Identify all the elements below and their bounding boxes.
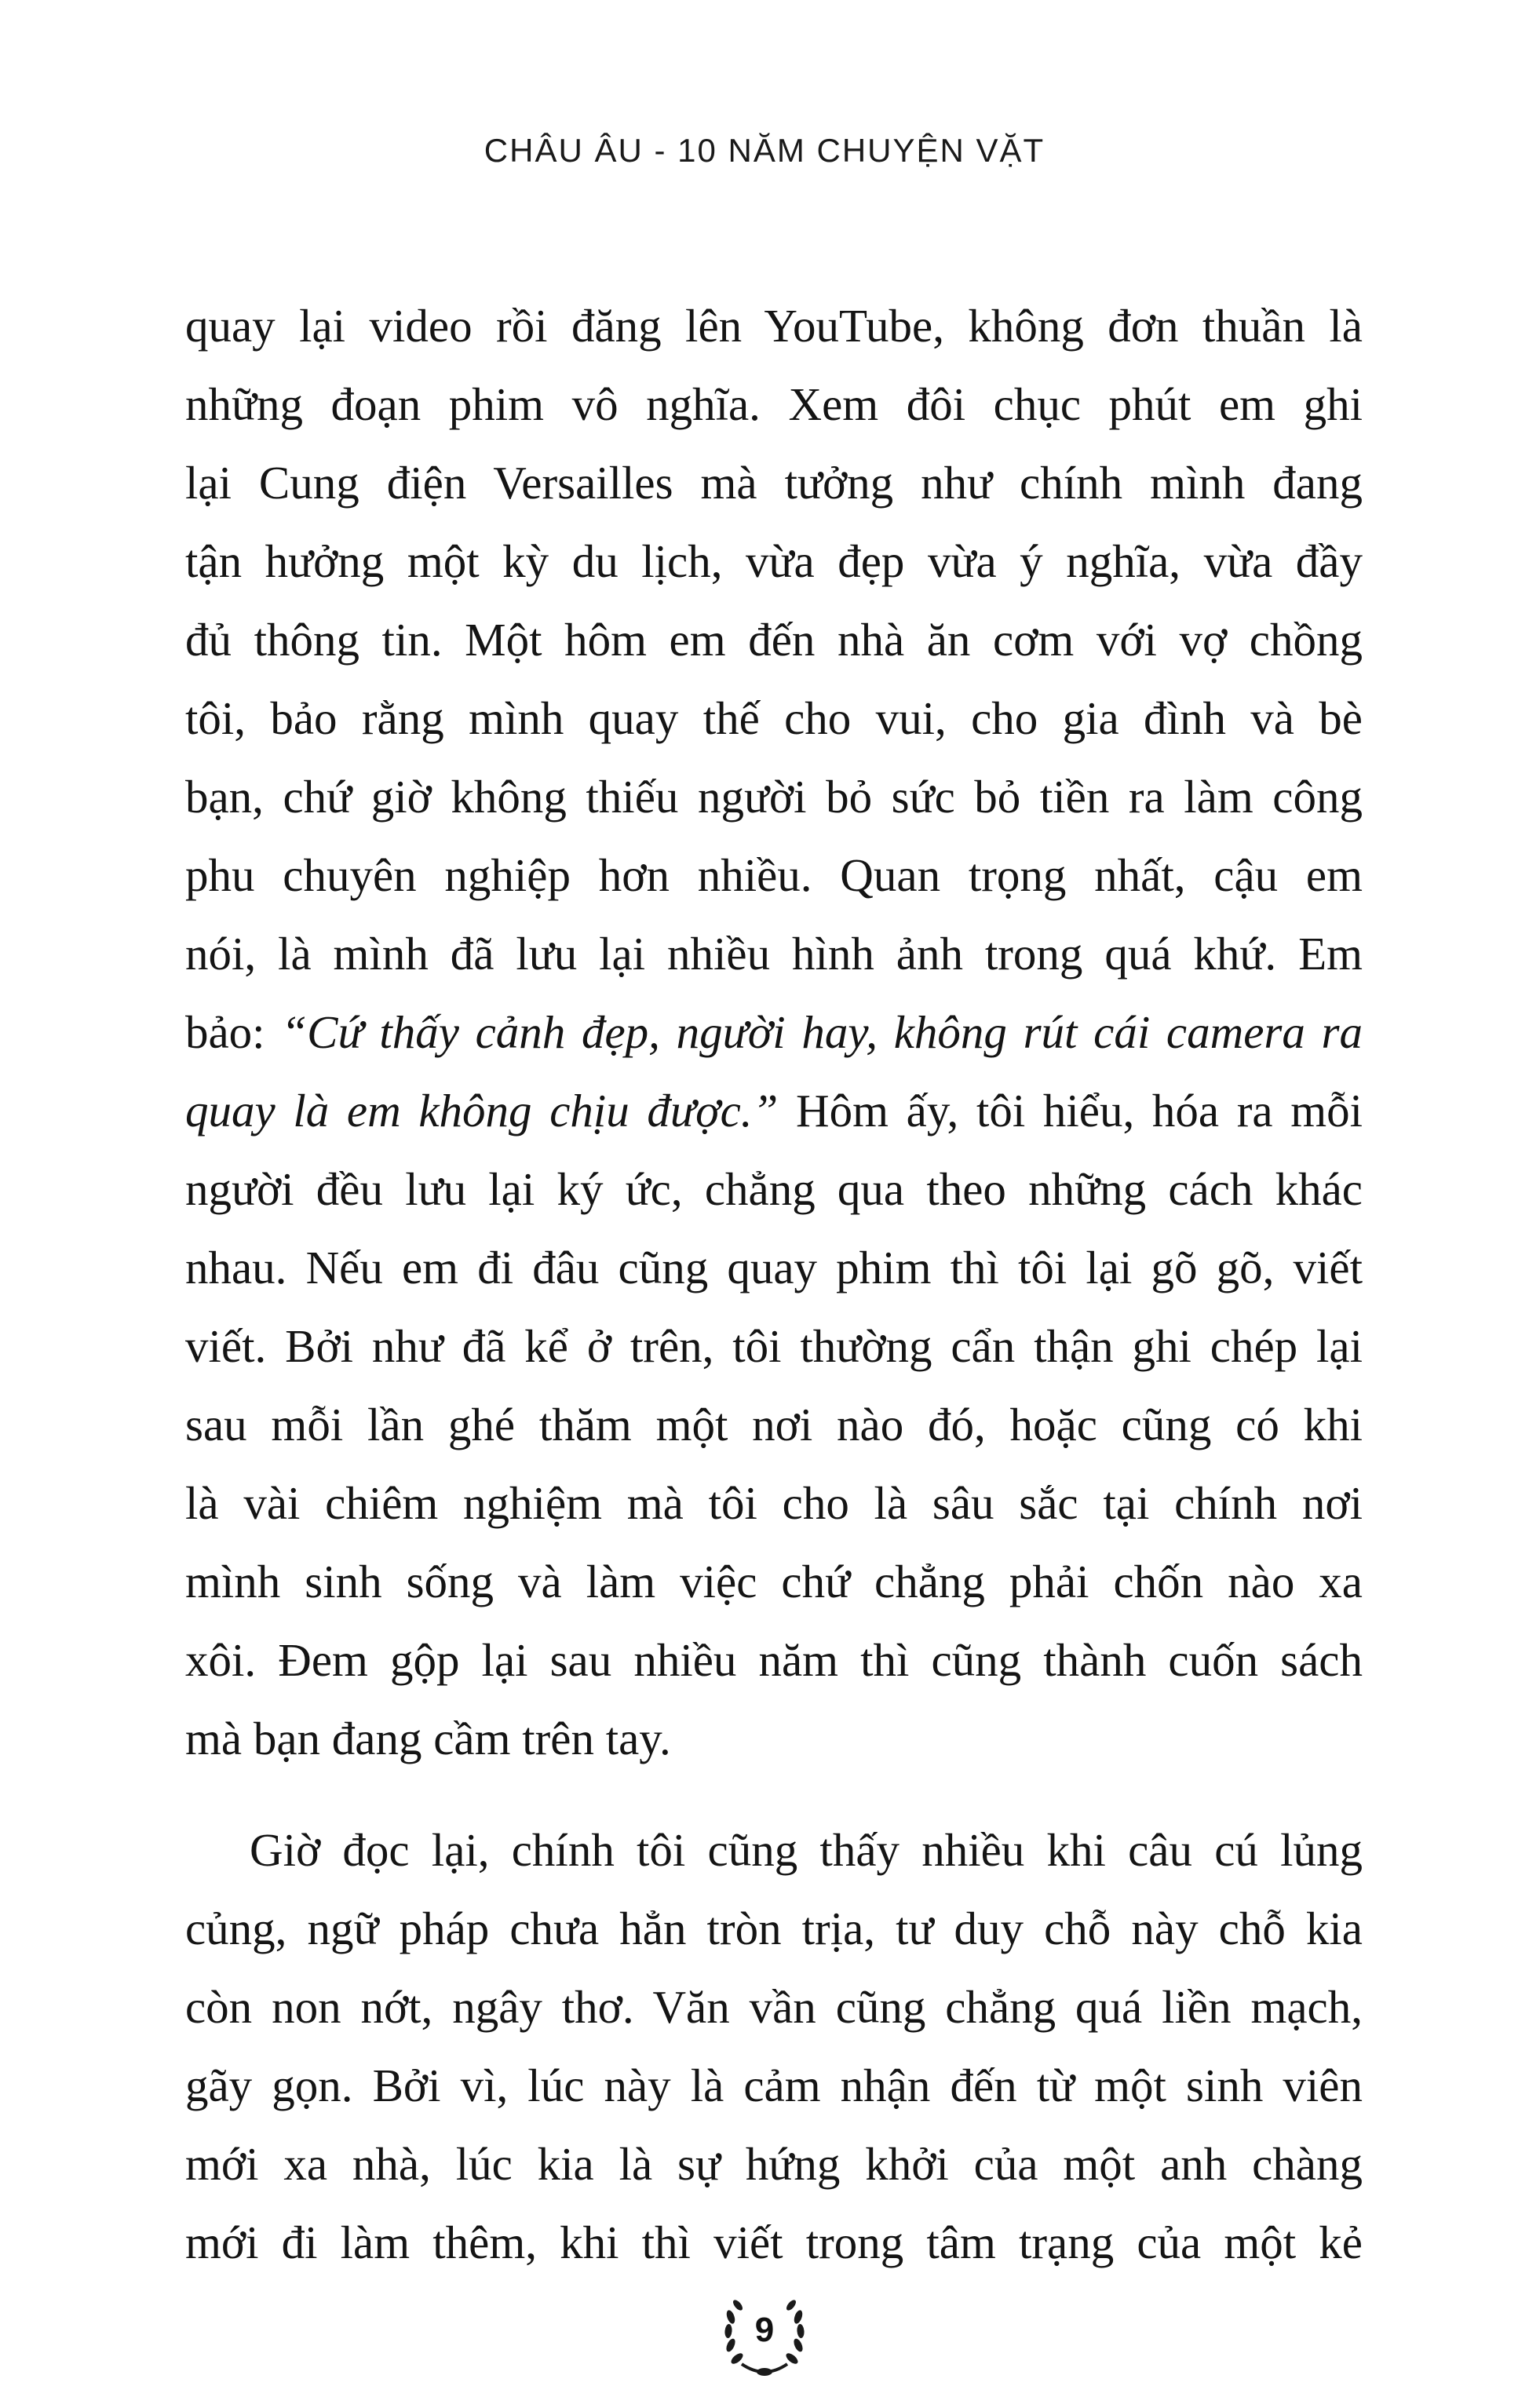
text-line: mà bạn đang cầm trên tay. [185, 1713, 671, 1764]
quote-text: quay là em không chịu được.” [185, 1085, 779, 1137]
text-line: tận hưởng một kỳ du lịch, vừa đẹp vừa ý nghĩa, vừa đầy [185, 535, 1363, 587]
text-line: Giờ đọc lại, chính tôi cũng thấy nhiều khi câu cú lủng [250, 1824, 1363, 1876]
text-line: nhau. Nếu em đi đâu cũng quay phim thì tôi lại gõ gõ, viết [185, 1242, 1363, 1293]
text-line: mới đi làm thêm, khi thì viết trong tâm trạng của một kẻ [185, 2216, 1363, 2268]
text-line: còn non nớt, ngây thơ. Văn vần cũng chẳng quá liền mạch, [185, 1981, 1363, 2033]
text-line: bạn, chứ giờ không thiếu người bỏ sức bỏ tiền ra làm công [185, 771, 1363, 823]
text-line: là vài chiêm nghiệm mà tôi cho là sâu sắc tại chính nơi [185, 1477, 1363, 1529]
text-run: bảo: [185, 1006, 282, 1058]
text-line: những đoạn phim vô nghĩa. Xem đôi chục phút em ghi [185, 378, 1363, 430]
text-line: củng, ngữ pháp chưa hẳn tròn trịa, tư duy chỗ này chỗ kia [185, 1903, 1363, 1954]
text-line: lại Cung điện Versailles mà tưởng như chính mình đang [185, 457, 1363, 509]
paragraph-spacer [185, 1778, 1363, 1811]
text-line: quay lại video rồi đăng lên YouTube, không đơn thuần là [185, 300, 1363, 352]
text-line: mới xa nhà, lúc kia là sự hứng khởi của một anh chàng [185, 2138, 1363, 2190]
text-line: gãy gọn. Bởi vì, lúc này là cảm nhận đến từ một sinh viên [185, 2060, 1363, 2111]
body-text [185, 286, 1363, 2282]
quote-text: “Cứ thấy cảnh đẹp, người hay, không rút cái camera ra [281, 1006, 1363, 1058]
text-run: Hôm ấy, tôi hiểu, hóa ra mỗi [778, 1085, 1363, 1137]
text-line: đủ thông tin. Một hôm em đến nhà ăn cơm với vợ chồng [185, 614, 1363, 666]
text-line: viết. Bởi như đã kể ở trên, tôi thường cẩn thận ghi chép lại [185, 1320, 1363, 1372]
text-line: người đều lưu lại ký ức, chẳng qua theo những cách khác [185, 1163, 1363, 1215]
page-number: 9 [754, 2311, 775, 2349]
paragraph-2 [185, 1811, 1363, 2282]
running-header: CHÂU ÂU - 10 NĂM CHUYỆN VẶT [484, 132, 1045, 169]
text-line: xôi. Đem gộp lại sau nhiều năm thì cũng thành cuốn sách [185, 1634, 1363, 1686]
text-line-with-quote [185, 1071, 1363, 1150]
paragraph-1 [185, 286, 1363, 1778]
text-line-with-quote [185, 993, 1363, 1071]
text-line: sau mỗi lần ghé thăm một nơi nào đó, hoặc cũng có khi [185, 1399, 1363, 1450]
text-line: mình sinh sống và làm việc chứ chẳng phải chốn nào xa [185, 1556, 1363, 1607]
page-number-badge [713, 2284, 816, 2386]
text-line: nói, là mình đã lưu lại nhiều hình ảnh trong quá khứ. Em [185, 928, 1363, 980]
text-line: phu chuyên nghiệp hơn nhiều. Quan trọng nhất, cậu em [185, 849, 1363, 901]
text-line: tôi, bảo rằng mình quay thế cho vui, cho gia đình và bè [185, 692, 1363, 744]
